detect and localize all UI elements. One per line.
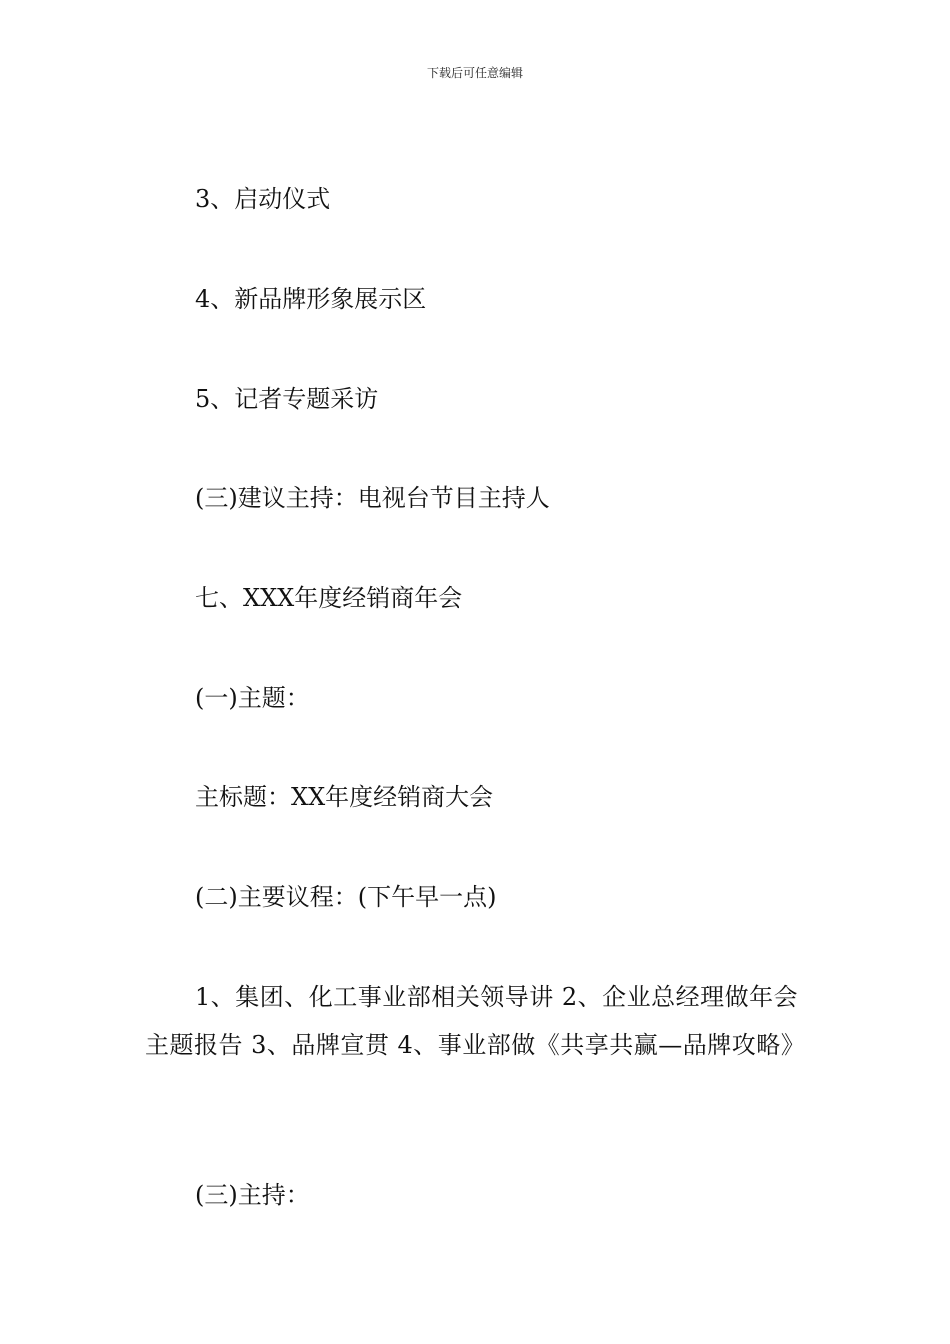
list-item-brand-display: 4、新品牌形象展示区 [195, 285, 427, 313]
subsection-agenda: (二)主要议程：(下午早一点) [195, 883, 497, 911]
subsection-theme: (一)主题： [195, 684, 310, 712]
list-item-press-interview: 5、记者专题采访 [195, 385, 379, 413]
agenda-paragraph: 1、集团、化工事业部相关领导讲 2、企业总经理做年会主题报告 3、品牌宣贯 4、事业部做《共享共赢—品牌攻略》 [145, 983, 806, 1059]
page-header: 下载后可任意编辑 [426, 66, 523, 80]
host-suggestion: (三)建议主持：电视台节目主持人 [195, 484, 550, 512]
list-item-launch-ceremony: 3、启动仪式 [195, 185, 331, 213]
section-heading-dealer-meeting: 七、XXX年度经销商年会 [195, 584, 463, 612]
subsection-host: (三)主持： [195, 1181, 310, 1209]
main-title-line: 主标题：XX年度经销商大会 [195, 783, 494, 811]
